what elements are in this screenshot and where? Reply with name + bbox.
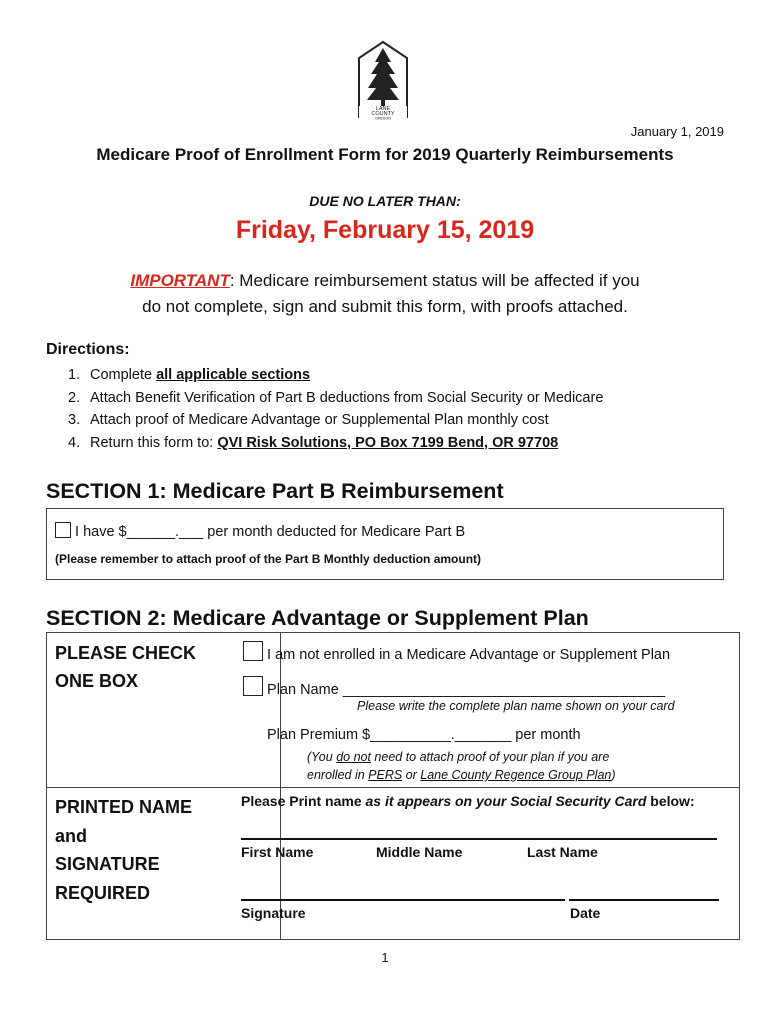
form-title: Medicare Proof of Enrollment Form for 2019 Quarterly Reimbursements xyxy=(96,145,674,164)
signature-label: Signature xyxy=(241,905,306,921)
svg-text:OREGON: OREGON xyxy=(375,116,391,120)
svg-text:COUNTY: COUNTY xyxy=(371,111,395,117)
middle-name-label: Middle Name xyxy=(376,844,463,860)
list-item: 2. Attach Benefit Verification of Part B deductions from Social Security or Medicare xyxy=(68,389,604,406)
last-name-label: Last Name xyxy=(527,844,598,860)
date-label: Date xyxy=(570,905,601,921)
section2-title: SECTION 2: Medicare Advantage or Supplement Plan xyxy=(46,606,589,630)
plan-name-field[interactable]: Plan Name ________________________________________ xyxy=(267,682,666,698)
svg-text:LANE: LANE xyxy=(375,106,391,112)
option-plan-name xyxy=(243,676,733,698)
plan-premium-field[interactable]: Plan Premium $__________._______ per month xyxy=(267,727,581,743)
section2-table xyxy=(46,632,740,940)
list-item: 4. Return this form to: QVI Risk Solutions, PO Box 7199 Bend, OR 97708 xyxy=(68,434,559,451)
section1-title: SECTION 1: Medicare Part B Reimbursement xyxy=(46,479,504,503)
date-line[interactable] xyxy=(569,899,719,901)
signature-line[interactable] xyxy=(241,899,565,901)
partb-line: I have $______.___ per month deducted for Medicare Part B xyxy=(71,524,466,540)
important-keyword: IMPORTANT xyxy=(130,271,230,290)
plan-name-checkbox[interactable] xyxy=(243,676,263,696)
due-date: Friday, February 15, 2019 xyxy=(235,216,535,244)
lane-county-logo xyxy=(355,40,411,120)
plan-proof-note: (You do not need to attach proof of your plan if you are enrolled in PERS or Lane County Regence Group Plan) xyxy=(307,750,616,782)
page-number: 1 xyxy=(381,950,389,965)
plan-name-note: Please write the complete plan name shown on your card xyxy=(357,699,675,713)
directions-heading: Directions: xyxy=(46,341,130,358)
option-not-enrolled: I am not enrolled in a Medicare Advantage or Supplement Plan xyxy=(243,641,733,663)
partb-note: (Please remember to attach proof of the Part B Monthly deduction amount) xyxy=(55,552,482,566)
name-line[interactable] xyxy=(241,838,717,840)
form-date: January 1, 2019 xyxy=(630,124,724,139)
list-item: 3. Attach proof of Medicare Advantage or Supplemental Plan monthly cost xyxy=(68,412,549,428)
not-enrolled-checkbox[interactable] xyxy=(243,641,263,661)
tree-icon xyxy=(355,40,411,120)
important-notice: IMPORTANT: Medicare reimbursement status will be affected if you do not complete, sign and submit this form, with proofs attached. xyxy=(130,271,640,316)
due-label: DUE NO LATER THAN: xyxy=(309,193,461,209)
print-instruction: Please Print name as it appears on your Social Security Card below: xyxy=(241,793,695,809)
first-name-label: First Name xyxy=(241,844,314,860)
check-one-label: PLEASE CHECK ONE BOX xyxy=(55,643,197,691)
list-item: 1. Complete all applicable sections xyxy=(68,367,311,383)
directions-list xyxy=(68,364,603,454)
signature-required-label: PRINTED NAME and SIGNATURE REQUIRED xyxy=(55,797,193,903)
section1-box xyxy=(46,508,724,580)
partb-checkbox[interactable] xyxy=(55,522,71,538)
